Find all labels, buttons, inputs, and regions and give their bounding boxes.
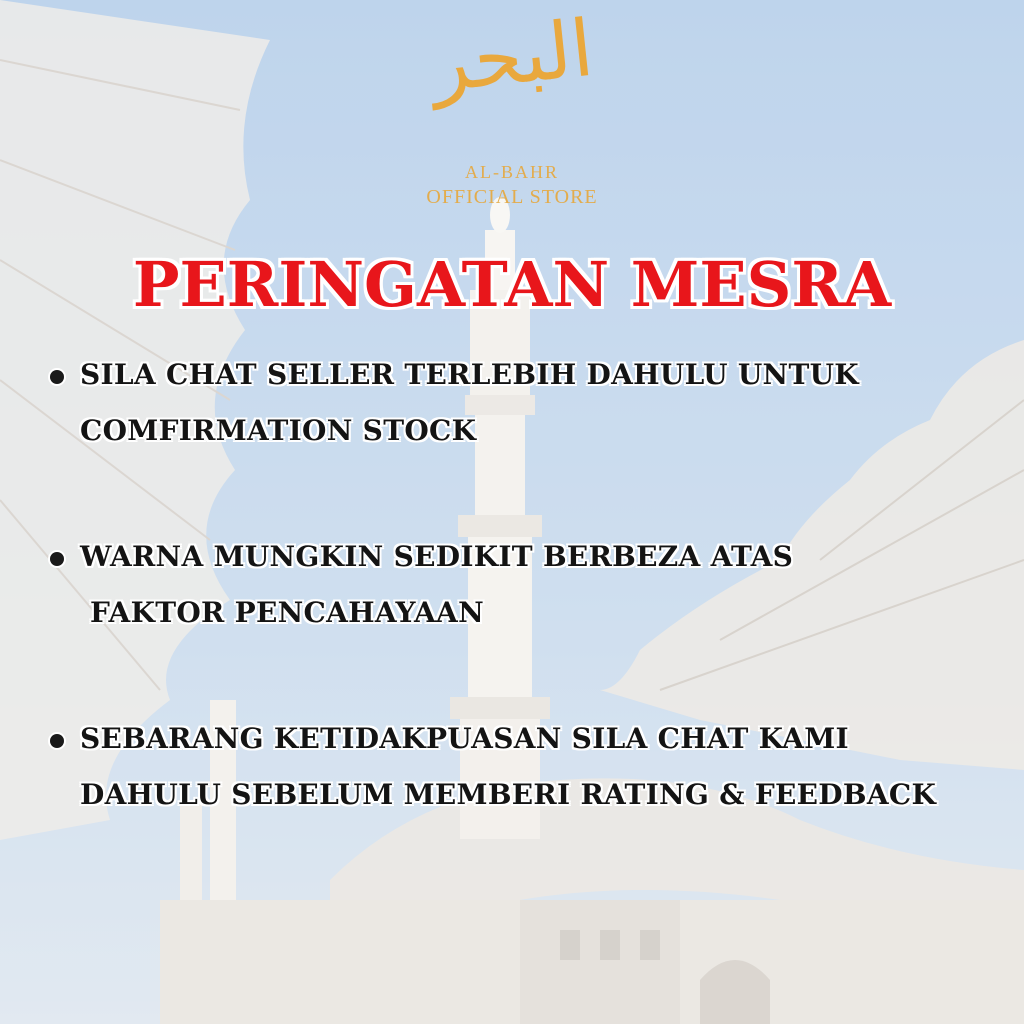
notice-line: FAKTOR PENCAHAYAAN bbox=[90, 596, 484, 629]
page-title: PERINGATAN MESRA bbox=[132, 248, 892, 321]
notice-line: DAHULU SEBELUM MEMBERI RATING & FEEDBACK bbox=[80, 778, 937, 811]
notice-line: COMFIRMATION STOCK bbox=[80, 414, 477, 447]
brand-logo-arabic: البحر bbox=[426, 3, 598, 111]
bullet-icon bbox=[50, 370, 64, 384]
notice-line: WARNA MUNGKIN SEDIKIT BERBEZA ATAS bbox=[80, 540, 794, 573]
brand-logo-store: OFFICIAL STORE bbox=[426, 186, 598, 208]
bullet-icon bbox=[50, 734, 64, 748]
notice-line: SEBARANG KETIDAKPUASAN SILA CHAT KAMI bbox=[80, 722, 849, 755]
notice-line: SILA CHAT SELLER TERLEBIH DAHULU UNTUK bbox=[80, 358, 859, 391]
bullet-icon bbox=[50, 552, 64, 566]
brand-logo-name: AL-BAHR bbox=[465, 162, 559, 182]
